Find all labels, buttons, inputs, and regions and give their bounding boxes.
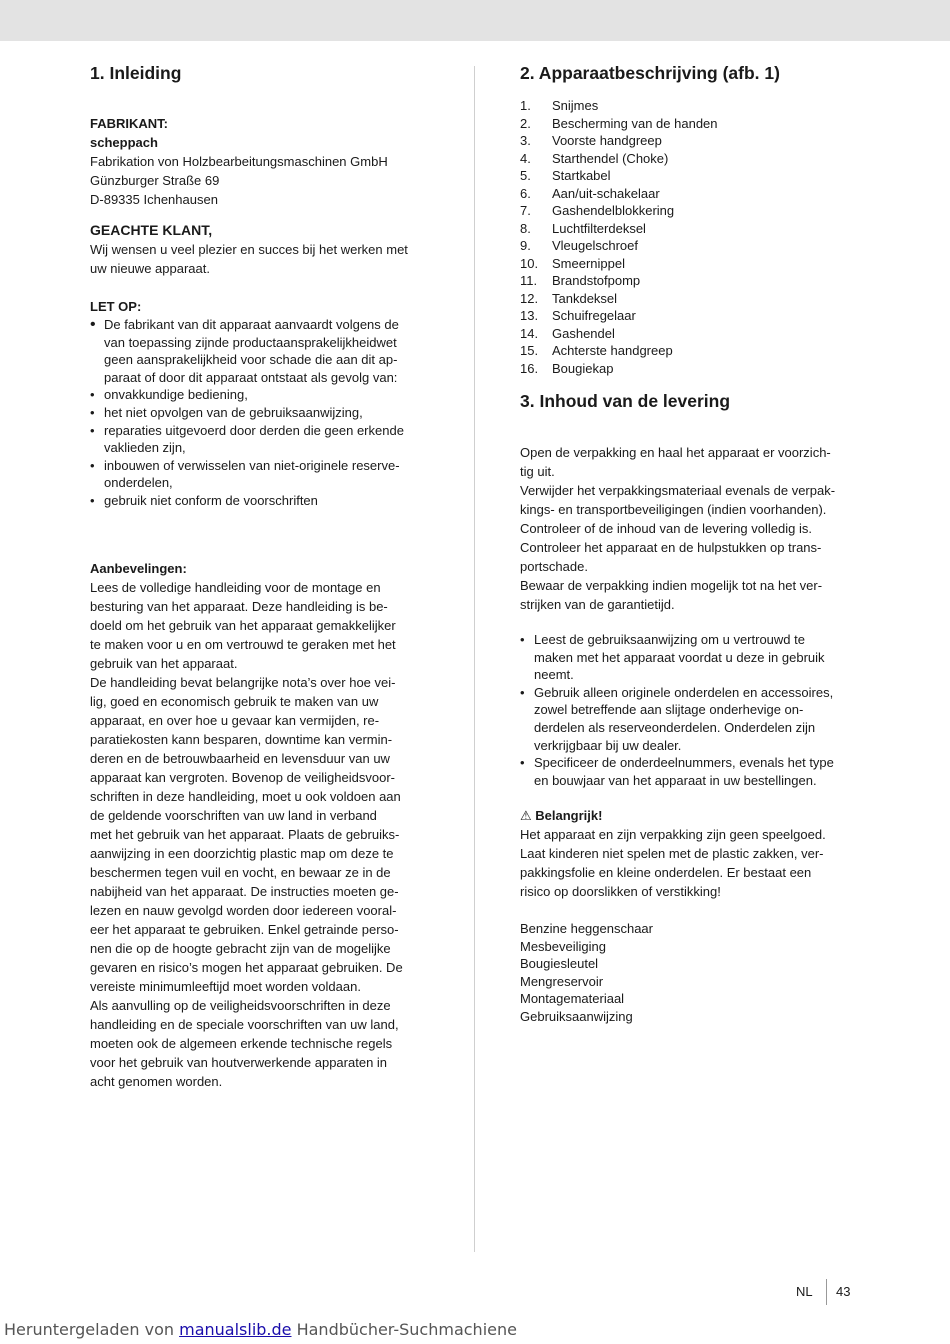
- footer-divider: [826, 1279, 827, 1305]
- list-item: • onvakkundige bediening,: [90, 386, 435, 404]
- parts-list-item: 6. Aan/uit-schakelaar: [520, 185, 660, 201]
- parts-list-item: 5. Startkabel: [520, 168, 611, 183]
- warning-text: [520, 825, 865, 901]
- text-line: acht genomen worden.: [90, 1073, 223, 1089]
- right-column: [520, 60, 865, 1025]
- list-item: • reparaties uitgevoerd door derden die geen erkende vaklieden zijn,: [90, 422, 435, 457]
- list-item: Benzine heggenschaar: [520, 921, 653, 937]
- manufacturer-label: FABRIKANT:: [90, 116, 168, 131]
- text-line: Lees de volledige handleiding voor de montage en: [90, 579, 381, 595]
- text-line: Controleer het apparaat en de hulpstukken op trans-: [520, 540, 822, 555]
- text-line: handleiding en de speciale voorschriften van uw land,: [90, 1016, 399, 1032]
- text-line: voor het gebruik van houtverwerkende apparaten in: [90, 1054, 388, 1070]
- delivery-text: [520, 443, 865, 614]
- language-code: NL: [796, 1284, 813, 1299]
- delivery-contents-list: [520, 920, 865, 1025]
- text-line: nabijheid van het apparaat. De instructies moeten ge-: [90, 883, 399, 899]
- note-list: [90, 316, 435, 510]
- list-item: • gebruik niet conform de voorschriften: [90, 492, 435, 510]
- section-heading-delivery: 3. Inhoud van de levering: [520, 391, 731, 411]
- text-line: eer het apparaat te gebruiken. Enkel getrainde perso-: [90, 921, 399, 937]
- text-line: beschermen tegen vuil en vocht, en bewaar ze in de: [90, 864, 391, 880]
- text-line: apparaat kan vergroten. Bovenop de veiligheidsvoor-: [90, 769, 395, 785]
- parts-list-item: 9. Vleugelschroef: [520, 238, 638, 253]
- text-line: deren en de betrouwbaarheid en levensduur van uw: [90, 750, 390, 766]
- list-item: • het niet opvolgen van de gebruiksaanwijzing,: [90, 404, 435, 422]
- text-line: kings- en transportbeveiligingen (indien voorhanden).: [520, 502, 827, 517]
- text-line: lig, goed en economisch gebruik te maken van uw: [90, 693, 379, 709]
- text-line: lezen en nauw gevolgd worden door iedereen vooral-: [90, 902, 397, 918]
- text-line: schriften in deze handleiding, moet u ook voldoen aan: [90, 788, 401, 804]
- list-item: Mesbeveiliging: [520, 938, 606, 954]
- list-item: Montagemateriaal: [520, 991, 625, 1007]
- manualslib-link[interactable]: manualslib.de: [179, 1320, 292, 1339]
- text-line: gebruik van het apparaat.: [90, 655, 238, 671]
- text-line: De handleiding bevat belangrijke nota’s over hoe vei-: [90, 674, 396, 690]
- text-line: doeld om het gebruik van het apparaat gemakkelijker: [90, 617, 396, 633]
- list-item: • Specificeer de onderdeelnummers, evenals het type en bouwjaar van het apparaat in uw bestellingen.: [520, 754, 865, 789]
- text-line: Het apparaat en zijn verpakking zijn geen speelgoed.: [520, 827, 826, 843]
- text-line: paratiekosten kann besparen, downtime kan vermin-: [90, 731, 393, 747]
- text-line: Open de verpakking en haal het apparaat er voorzich-: [520, 445, 831, 460]
- list-item: • Gebruik alleen originele onderdelen en accessoires, zowel betreffende aan slijtage onderhevige on- derdelen als reserveonderdelen. Onderdelen zijn verkrijgbaar bij uw dealer.: [520, 684, 865, 754]
- parts-list: [520, 97, 865, 377]
- list-item: • inbouwen of verwisselen van niet-originele reserve- onderdelen,: [90, 457, 435, 492]
- manufacturer-line: D-89335 Ichenhausen: [90, 192, 218, 207]
- parts-list-item: 4. Starthendel (Choke): [520, 150, 669, 166]
- parts-list-item: 1. Snijmes: [520, 98, 599, 113]
- parts-list-item: 12. Tankdeksel: [520, 290, 618, 306]
- text-line: te maken voor u en om vertrouwd te geraken met het: [90, 636, 396, 652]
- list-item: • De fabrikant van dit apparaat aanvaardt volgens de van toepassing zijnde productaansprakelijkheidwet geen aansprakelijkheid voor schade die aan dit ap- paraat of door dit apparaat ontstaat als gevolg van:: [90, 316, 435, 386]
- text-line: pakkingsfolie en kleine onderdelen. Er bestaat een: [520, 865, 812, 881]
- list-item: Gebruiksaanwijzing: [520, 1008, 633, 1024]
- text-line: met het gebruik van het apparaat. Plaats de gebruiks-: [90, 826, 400, 842]
- greeting-text-line: uw nieuwe apparaat.: [90, 261, 210, 276]
- text-line: besturing van het apparaat. Deze handleiding is be-: [90, 598, 388, 614]
- list-item: Mengreservoir: [520, 973, 604, 989]
- text-line: gevaren en risico’s mogen het apparaat gebruiken. De: [90, 959, 403, 975]
- text-line: apparaat, en over hoe u gevaar kan vermijden, re-: [90, 712, 380, 728]
- text-line: Bewaar de verpakking indien mogelijk tot na het ver-: [520, 578, 823, 593]
- list-item: Bougiesleutel: [520, 956, 599, 972]
- parts-list-item: 7. Gashendelblokkering: [520, 203, 675, 218]
- manufacturer-line: Günzburger Straße 69: [90, 173, 220, 188]
- text-line: de geldende voorschriften van uw land in verband: [90, 807, 377, 823]
- parts-list-item: 11. Brandstofpomp: [520, 273, 641, 288]
- parts-list-item: 13. Schuifregelaar: [520, 308, 636, 323]
- column-divider: [474, 66, 475, 1252]
- text-line: Controleer of de inhoud van de levering volledig is.: [520, 521, 812, 536]
- text-line: vereiste minimumleeftijd moet worden voldaan.: [90, 978, 361, 994]
- list-item: • Leest de gebruiksaanwijzing om u vertrouwd te maken met het apparaat voordat u deze in gebruik neemt.: [520, 631, 865, 684]
- parts-list-item: 8. Luchtfilterdeksel: [520, 220, 646, 236]
- greeting-heading: GEACHTE KLANT,: [90, 222, 213, 238]
- parts-list-item: 10. Smeernippel: [520, 255, 625, 271]
- text-line: Laat kinderen niet spelen met de plastic zakken, ver-: [520, 846, 824, 862]
- text-line: moeten ook de algemeen erkende technische regels: [90, 1035, 393, 1051]
- warning-heading: ⚠ Belangrijk!: [520, 808, 603, 824]
- text-line: tig uit.: [520, 464, 555, 479]
- text-line: portschade.: [520, 559, 588, 574]
- note-heading: LET OP:: [90, 299, 142, 314]
- warning-icon: ⚠: [520, 808, 532, 824]
- recommend-heading: Aanbevelingen:: [90, 560, 187, 576]
- parts-list-item: 3. Voorste handgreep: [520, 133, 662, 148]
- text-line: Als aanvulling op de veiligheidsvoorschriften in deze: [90, 997, 391, 1013]
- parts-list-item: 16. Bougiekap: [520, 360, 614, 376]
- text-line: strijken van de garantietijd.: [520, 597, 675, 612]
- manufacturer-line: Fabrikation von Holzbearbeitungsmaschinen GmbH: [90, 154, 388, 169]
- parts-list-item: 14. Gashendel: [520, 325, 615, 341]
- text-line: aanwijzing in een doorzichtig plastic map om deze te: [90, 845, 394, 861]
- page-number: 43: [836, 1284, 851, 1299]
- text-line: Verwijder het verpakkingsmateriaal evenals de verpak-: [520, 483, 836, 498]
- greeting-text-line: Wij wensen u veel plezier en succes bij het werken met: [90, 242, 408, 257]
- delivery-bullets: [520, 631, 865, 789]
- recommend-text: [90, 578, 435, 1091]
- text-line: risico op doorslikken of verstikking!: [520, 884, 721, 900]
- download-notice: Heruntergeladen von manualslib.de Handbücher-Suchmachiene: [4, 1320, 517, 1339]
- text-line: nen die op de hoogte gebracht zijn van de mogelijke: [90, 940, 391, 956]
- manufacturer-name: scheppach: [90, 135, 158, 150]
- parts-list-item: 15. Achterste handgreep: [520, 343, 673, 358]
- section-heading-introduction: 1. Inleiding: [90, 63, 182, 83]
- section-heading-description: 2. Apparaatbeschrijving (afb. 1): [520, 63, 780, 83]
- parts-list-item: 2. Bescherming van de handen: [520, 115, 718, 131]
- top-bar: [0, 0, 950, 41]
- left-column: [90, 60, 435, 1091]
